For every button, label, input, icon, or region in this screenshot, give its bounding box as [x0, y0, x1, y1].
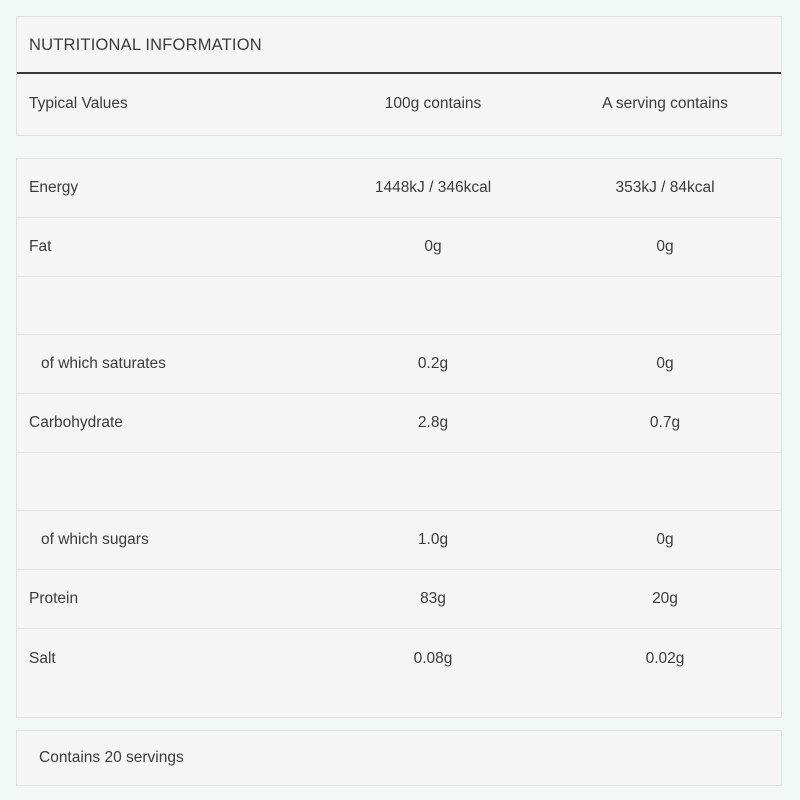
table-row [17, 159, 781, 218]
column-header-typical-values: Typical Values [29, 95, 128, 112]
row-value-per-100g: 2.8g [417, 414, 449, 431]
table-row [17, 218, 781, 277]
row-value-per-serving: 20g [652, 590, 678, 607]
row-label: of which sugars [41, 531, 149, 548]
table-row [17, 511, 781, 570]
servings-panel [16, 730, 782, 786]
table-row [17, 335, 781, 394]
table-row [17, 453, 781, 511]
row-value-per-100g: 1448kJ / 346kcal [374, 179, 492, 196]
nutrition-header-panel [16, 16, 782, 136]
row-value-per-serving: 0.02g [645, 649, 685, 667]
row-label: Protein [29, 590, 79, 607]
row-label: Salt [29, 649, 56, 667]
row-label: of which saturates [41, 355, 166, 372]
row-value-per-100g: 0.08g [413, 649, 453, 667]
row-label: Carbohydrate [29, 414, 123, 431]
row-value-per-serving: 0g [656, 531, 674, 548]
row-value-per-100g: 0.2g [417, 355, 449, 372]
row-value-per-serving: 0.7g [649, 414, 681, 431]
table-row [17, 277, 781, 335]
column-header-per-serving: A serving contains [602, 95, 728, 112]
page-title: NUTRITIONAL INFORMATION [17, 17, 781, 74]
table-row [17, 629, 781, 688]
row-value-per-serving: 353kJ / 84kcal [615, 179, 715, 196]
row-value-per-100g: 83g [420, 590, 446, 607]
row-label: Fat [29, 238, 52, 255]
row-value-per-serving: 0g [656, 355, 674, 372]
table-header-row [17, 74, 781, 134]
nutrition-table [16, 158, 782, 718]
row-label: Energy [29, 179, 79, 196]
table-row [17, 394, 781, 453]
table-row [17, 570, 781, 629]
row-value-per-serving: 0g [656, 238, 674, 255]
row-value-per-100g: 1.0g [417, 531, 449, 548]
servings-text: Contains 20 servings [39, 749, 184, 766]
row-value-per-100g: 0g [424, 238, 442, 255]
column-header-per-100g: 100g contains [384, 95, 482, 112]
